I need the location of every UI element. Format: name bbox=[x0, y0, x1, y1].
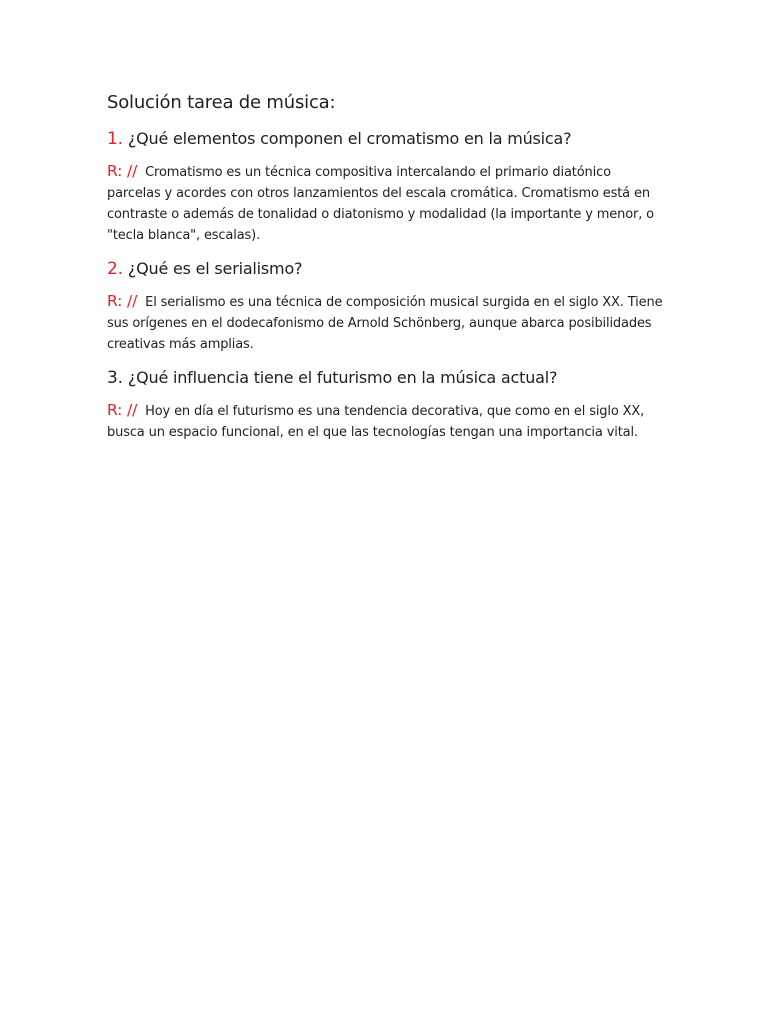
answer-text: El serialismo es una técnica de composición musical surgida en el siglo XX. Tiene sus orígenes en el dodecafonismo de Arnold Schönberg, aunque abarca posibilidades creativas más amplias. bbox=[107, 295, 663, 352]
question-3 bbox=[107, 368, 668, 388]
answer-marker: R: // bbox=[107, 401, 138, 419]
question-1 bbox=[107, 129, 668, 149]
question-block-1 bbox=[107, 129, 668, 246]
question-block-2 bbox=[107, 259, 668, 355]
question-text: ¿Qué es el serialismo? bbox=[127, 259, 303, 278]
answer-3 bbox=[107, 400, 667, 443]
question-text: ¿Qué elementos componen el cromatismo en la música? bbox=[127, 129, 572, 148]
answer-marker: R: // bbox=[107, 292, 138, 310]
question-number: 3. bbox=[107, 368, 123, 388]
question-block-3 bbox=[107, 368, 668, 443]
answer-marker: R: // bbox=[107, 162, 138, 180]
document-title: Solución tarea de música: bbox=[107, 92, 336, 113]
question-2 bbox=[107, 259, 668, 279]
answer-text: Cromatismo es un técnica compositiva intercalando el primario diatónico parcelas y acordes con otros lanzamientos del escala cromática. Cromatismo está en contraste o además de tonalidad o diatonismo y modalidad (la importante y menor, o "tecla blanca", escalas). bbox=[107, 165, 654, 243]
question-number: 2. bbox=[107, 259, 123, 279]
question-number: 1. bbox=[107, 129, 123, 149]
answer-text: Hoy en día el futurismo es una tendencia decorativa, que como en el siglo XX, busca un espacio funcional, en el que las tecnologías tengan una importancia vital. bbox=[107, 404, 645, 440]
answer-2 bbox=[107, 291, 667, 355]
question-text: ¿Qué influencia tiene el futurismo en la música actual? bbox=[127, 368, 558, 387]
answer-1 bbox=[107, 161, 667, 246]
